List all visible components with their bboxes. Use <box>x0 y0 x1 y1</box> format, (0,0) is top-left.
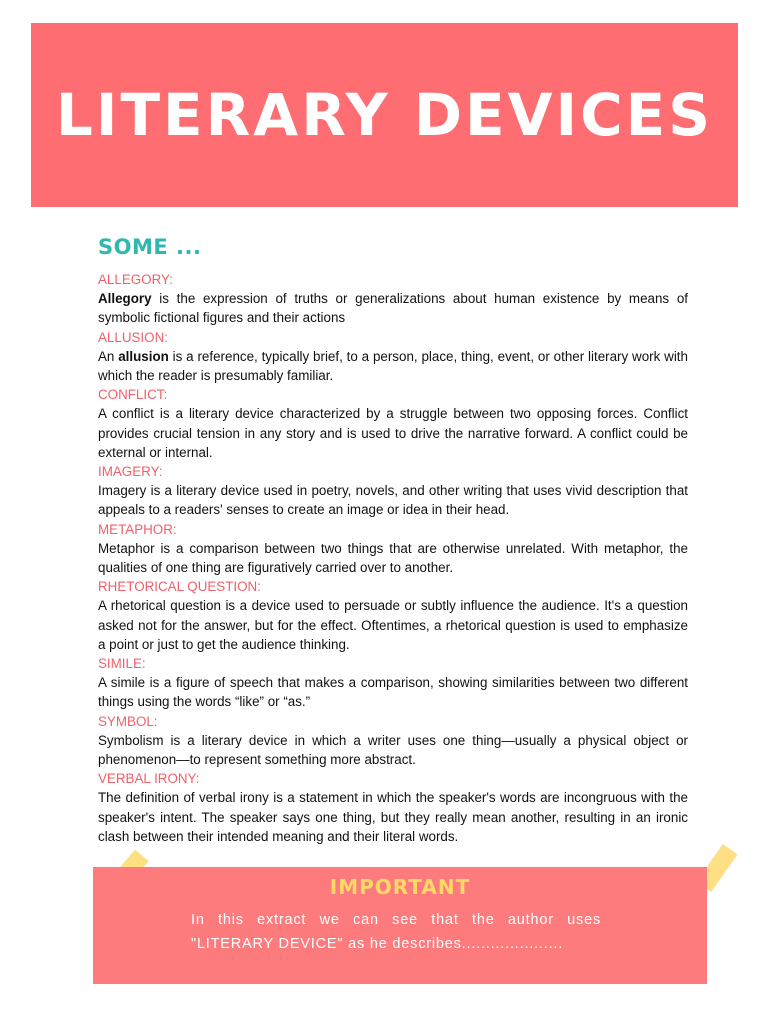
term-label: IMAGERY: <box>98 464 163 480</box>
definitions-section <box>98 232 688 846</box>
term-simile <box>98 654 688 712</box>
term-verbal-irony <box>98 769 688 846</box>
term-label: SYMBOL: <box>98 713 158 729</box>
definition-text: is a reference, typically brief, to a person, place, thing, event, or other literary work with which the reader is presumably familiar. <box>98 348 688 384</box>
term-label: SIMILE: <box>98 656 146 672</box>
term-imagery <box>98 462 688 520</box>
term-label: VERBAL IRONY: <box>98 771 200 787</box>
term-definition: A rhetorical question is a device used to persuade or subtly influence the audience. It's a question asked not for the answer, but for the effect. Oftentimes, a rhetorical question is used to emphasize a point or just to get the audience thinking. <box>98 598 688 652</box>
term-symbol <box>98 712 688 770</box>
term-keyword: allusion <box>118 348 169 364</box>
term-label: ALLUSION: <box>98 329 168 345</box>
term-allusion <box>98 328 688 386</box>
term-definition: Metaphor is a comparison between two things that are otherwise unrelated. With metaphor, the qualities of one thing are figuratively carried over to another. <box>98 540 688 576</box>
term-keyword: Allegory <box>98 291 152 307</box>
important-text: In this extract we can see that the author uses "LITERARY DEVICE" as he describes..................... <box>191 912 601 952</box>
term-definition: Imagery is a literary device used in poetry, novels, and other writing that uses vivid description that appeals to a readers' senses to create an image or idea in their head. <box>98 483 688 518</box>
term-definition <box>98 347 688 385</box>
definition-prefix: An <box>98 348 119 364</box>
term-conflict <box>98 385 688 462</box>
term-definition: A conflict is a literary device characterized by a struggle between two opposing forces. Conflict provides crucial tension in any story and is used to drive the narrative forward. A conflict could be external or internal. <box>98 406 688 460</box>
page-title: LITERARY DEVICES <box>55 81 714 149</box>
title-banner <box>31 23 738 207</box>
term-label: CONFLICT: <box>98 387 168 403</box>
term-definition: Symbolism is a literary device in which a writer uses one thing—usually a physical object or phenomenon—to represent something more abstract. <box>98 732 688 768</box>
important-title: IMPORTANT <box>329 875 471 899</box>
term-definition: The definition of verbal irony is a statement in which the speaker's words are incongruous with the speaker's intent. The speaker says one thing, but they really mean another, resulting in an ironic clash between their intended meaning and their literal words. <box>98 790 688 844</box>
term-allegory <box>98 270 688 328</box>
term-label: ALLEGORY: <box>98 272 173 287</box>
term-metaphor <box>98 520 688 578</box>
section-heading: SOME ... <box>98 235 202 259</box>
important-box <box>93 867 707 984</box>
term-definition: A simile is a figure of speech that makes a comparison, showing similarities between two different things using the words “like” or “as.” <box>98 675 688 710</box>
term-definition <box>98 289 688 327</box>
term-rhetorical-question <box>98 577 688 654</box>
term-label: METAPHOR: <box>98 521 177 537</box>
term-label: RHETORICAL QUESTION: <box>98 579 261 595</box>
definition-text: is the expression of truths or generalizations about human existence by means of symbolic fictional figures and their actions <box>98 291 688 326</box>
